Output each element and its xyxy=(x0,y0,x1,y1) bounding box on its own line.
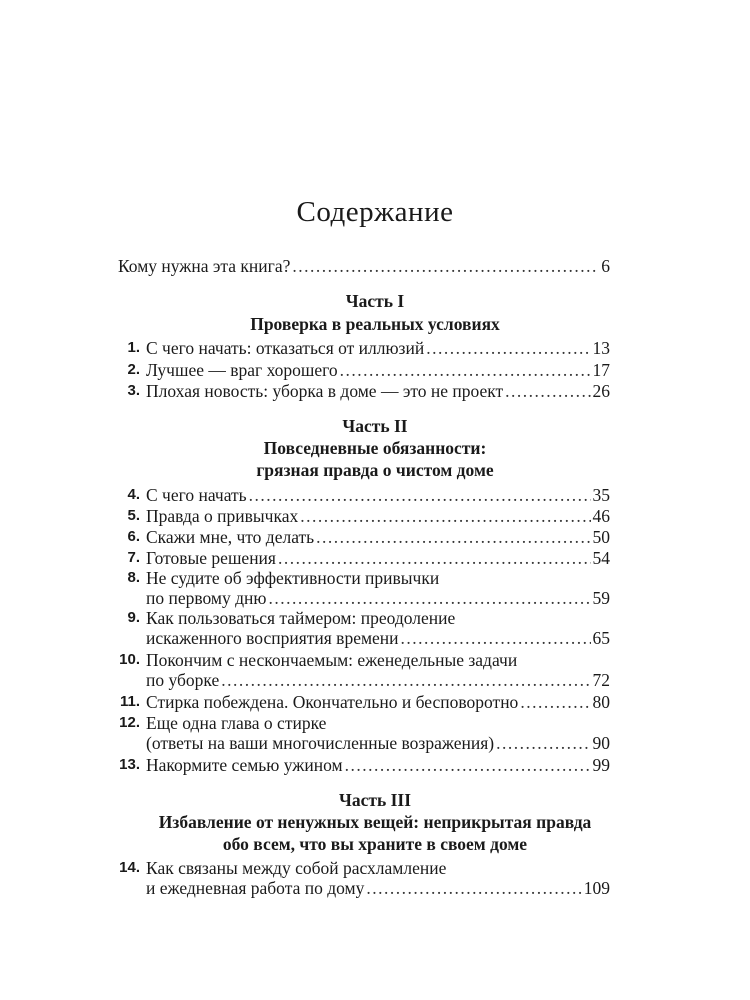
entry-text: С чего начать: отказаться от иллюзий xyxy=(146,338,425,358)
entry-text: Не судите об эффективности привычки xyxy=(146,568,440,588)
entry-text: С чего начать xyxy=(146,485,247,505)
entry-text: Покончим с нескончаемым: еженедельные задачи xyxy=(146,650,518,670)
entry-page: 35 xyxy=(592,485,610,505)
entry-text: Плохая новость: уборка в доме — это не проект xyxy=(146,381,504,401)
toc-entry xyxy=(119,753,610,777)
entry-number: 14. xyxy=(119,859,140,876)
entry-page: 109 xyxy=(583,878,610,898)
entry-text: и ежедневная работа по дому xyxy=(146,878,365,898)
dot-leader xyxy=(345,753,591,777)
entry-number: 8. xyxy=(127,569,140,586)
toc-entry-continuation xyxy=(146,626,610,650)
entry-number: 5. xyxy=(127,507,140,524)
entry-text: искаженного восприятия времени xyxy=(146,628,399,648)
part-heading: Проверка в реальных условиях xyxy=(250,314,500,334)
entry-text: Готовые решения xyxy=(146,548,276,568)
part-label: Часть I xyxy=(345,291,405,311)
dot-leader xyxy=(221,668,590,692)
part-label: Часть III xyxy=(338,790,412,810)
dot-leader xyxy=(505,379,590,403)
dot-leader xyxy=(366,876,581,900)
entry-page: 6 xyxy=(601,256,610,276)
toc-entry xyxy=(127,336,610,360)
toc-entry-continuation xyxy=(146,876,610,900)
dot-leader xyxy=(496,731,590,755)
entry-page: 17 xyxy=(592,360,610,380)
toc-entry xyxy=(127,379,610,403)
entry-text: Правда о привычках xyxy=(146,506,299,526)
entry-page: 65 xyxy=(592,628,610,648)
entry-number: 3. xyxy=(127,382,140,399)
dot-leader xyxy=(520,690,590,714)
entry-number: 12. xyxy=(119,714,140,731)
entry-text: Лучшее — враг хорошего xyxy=(146,360,338,380)
entry-number: 13. xyxy=(119,756,140,773)
part-heading: грязная правда о чистом доме xyxy=(256,460,494,480)
toc-entry-continuation xyxy=(146,668,610,692)
entry-page: 90 xyxy=(592,733,610,753)
entry-number: 1. xyxy=(127,339,140,356)
entry-page: 72 xyxy=(592,670,610,690)
part-heading: Повседневные обязанности: xyxy=(263,438,487,458)
entry-number: 9. xyxy=(127,609,140,626)
entry-text: Скажи мне, что делать xyxy=(146,527,315,547)
entry-number: 4. xyxy=(127,486,140,503)
dot-leader xyxy=(426,336,590,360)
entry-number: 6. xyxy=(127,528,140,545)
dot-leader xyxy=(292,254,599,278)
entry-text: по первому дню xyxy=(146,588,267,608)
entry-number: 2. xyxy=(127,361,140,378)
entry-page: 80 xyxy=(592,692,610,712)
dot-leader xyxy=(401,626,591,650)
page-title: Содержание xyxy=(296,196,454,228)
part-heading: обо всем, что вы храните в своем доме xyxy=(222,834,528,854)
entry-text: (ответы на ваши многочисленные возражения) xyxy=(146,733,495,753)
entry-text: Стирка побеждена. Окончательно и бесповоротно xyxy=(146,692,519,712)
entry-page: 99 xyxy=(592,755,610,775)
entry-number: 10. xyxy=(119,651,140,668)
entry-text: Как пользоваться таймером: преодоление xyxy=(146,608,456,628)
entry-text: Накормите семью ужином xyxy=(146,755,343,775)
entry-page: 46 xyxy=(592,506,610,526)
part-label: Часть II xyxy=(342,416,408,436)
entry-number: 7. xyxy=(127,549,140,566)
part-heading: Избавление от ненужных вещей: неприкрытая правда xyxy=(158,812,592,832)
entry-page: 54 xyxy=(592,548,610,568)
entry-page: 59 xyxy=(592,588,610,608)
entry-page: 13 xyxy=(592,338,610,358)
entry-text: Кому нужна эта книга? xyxy=(118,256,291,276)
entry-number: 11. xyxy=(119,693,140,710)
entry-text: по уборке xyxy=(146,670,220,690)
entry-page: 26 xyxy=(592,381,610,401)
entry-text: Как связаны между собой расхламление xyxy=(146,858,447,878)
toc-entry-continuation xyxy=(146,731,610,755)
toc-entry-intro xyxy=(118,254,610,278)
entry-page: 50 xyxy=(592,527,610,547)
entry-text: Еще одна глава о стирке xyxy=(146,713,327,733)
